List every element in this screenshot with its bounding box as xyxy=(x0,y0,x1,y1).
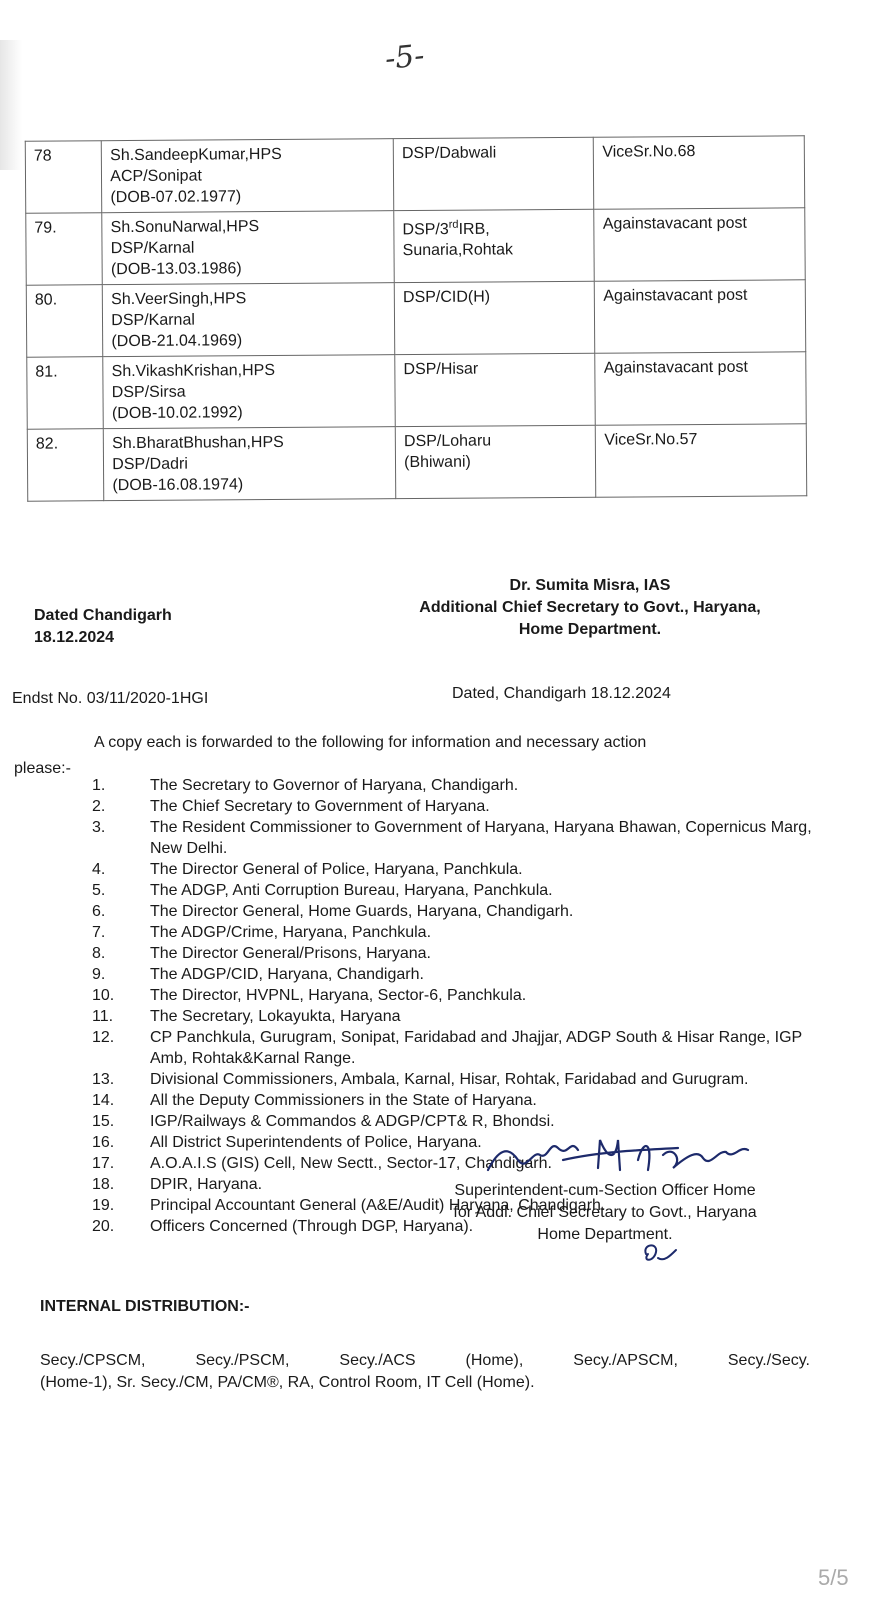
list-item xyxy=(92,901,812,922)
serial-number: 81. xyxy=(27,357,104,430)
list-item xyxy=(92,796,812,817)
list-item-text: All District Superintendents of Police, Haryana. xyxy=(150,1134,482,1151)
list-item-number: 11. xyxy=(92,1008,114,1025)
officer-posting-table xyxy=(25,135,808,501)
list-item-text: The Director General, Home Guards, Haryana, Chandigarh. xyxy=(150,903,574,920)
internal-recipient: (Home), xyxy=(465,1352,524,1369)
remark-cell: Againstavacant post xyxy=(595,352,806,425)
list-item xyxy=(92,817,812,859)
officer-name: Sh.BharatBhushan,HPS xyxy=(112,433,284,453)
officer-current-post: ACP/Sonipat xyxy=(110,167,202,186)
endorsement-number: Endst No. 03/11/2020-1HGI xyxy=(12,690,209,707)
list-item-text: The Secretary, Lokayukta, Haryana xyxy=(150,1008,401,1025)
posting-cell xyxy=(395,353,596,426)
list-item-number: 9. xyxy=(92,966,106,983)
internal-distribution-heading: INTERNAL DISTRIBUTION:- xyxy=(40,1298,250,1315)
officer-dob: (DOB-10.02.1992) xyxy=(111,404,243,423)
internal-recipient: Secy./ACS xyxy=(339,1352,416,1369)
list-item-number: 12. xyxy=(92,1029,115,1046)
list-item-number: 5. xyxy=(92,882,106,899)
posting-line: DSP/Loharu xyxy=(403,432,492,451)
list-item-number: 17. xyxy=(92,1155,115,1172)
list-item-text: A.O.A.I.S (GIS) Cell, New Sectt., Sector-17, Chandigarh. xyxy=(150,1155,552,1172)
signatory-block xyxy=(370,575,810,641)
dated-block xyxy=(34,605,172,649)
list-item xyxy=(92,985,812,1006)
list-item-text: All the Deputy Commissioners in the State of Haryana. xyxy=(150,1092,537,1109)
section-officer-block xyxy=(410,1180,800,1246)
list-item xyxy=(92,880,812,901)
officer-cell xyxy=(102,211,394,285)
officer-name: Sh.VeerSingh,HPS xyxy=(111,290,247,309)
posting-cell xyxy=(394,209,595,282)
officer-name: Sh.SonuNarwal,HPS xyxy=(110,218,260,237)
internal-distribution-list xyxy=(40,1350,810,1394)
internal-recipient: Secy./Secy. xyxy=(727,1352,810,1369)
list-item xyxy=(92,943,812,964)
list-item-text: DPIR, Haryana. xyxy=(150,1176,263,1193)
list-item xyxy=(92,1090,812,1111)
remark-cell: ViceSr.No.68 xyxy=(594,136,805,209)
posting-line: DSP/Hisar xyxy=(403,360,479,379)
internal-distribution-line: (Home-1), Sr. Secy./CM, PA/CM®, RA, Control Room, IT Cell (Home). xyxy=(40,1374,535,1391)
list-item xyxy=(92,1027,812,1069)
list-item-text: The Resident Commissioner to Government of Haryana, Haryana Bhawan, Copernicus Marg, New Delhi. xyxy=(150,819,812,857)
signatory-name: Dr. Sumita Misra, IAS xyxy=(509,577,671,594)
forwarding-note-line: please:- xyxy=(14,760,71,777)
serial-number: 78 xyxy=(25,141,102,214)
handwritten-page-mark: -5- xyxy=(383,38,427,77)
forwarding-note-line: A copy each is forwarded to the following for information and necessary action xyxy=(94,734,647,751)
scan-edge-shadow xyxy=(0,40,22,170)
list-item-number: 4. xyxy=(92,861,106,878)
list-item-number: 8. xyxy=(92,945,106,962)
officer-cell xyxy=(102,139,394,213)
dated-place: Dated Chandigarh xyxy=(34,607,172,624)
posting-line: DSP/CID(H) xyxy=(402,288,491,307)
officer-cell xyxy=(103,355,395,429)
serial-number: 80. xyxy=(26,285,103,358)
table-row xyxy=(26,280,805,357)
posting-cell xyxy=(393,137,594,210)
signatory-designation: Additional Chief Secretary to Govt., Haryana, xyxy=(419,599,761,616)
list-item xyxy=(92,859,812,880)
table-row xyxy=(27,424,806,501)
signatory-department: Home Department. xyxy=(518,621,662,638)
list-item-text: The ADGP, Anti Corruption Bureau, Haryana, Panchkula. xyxy=(150,882,553,899)
officer-name: Sh.VikashKrishan,HPS xyxy=(111,361,276,381)
section-officer-title: Superintendent-cum-Section Officer Home xyxy=(454,1182,756,1199)
list-item-number: 20. xyxy=(92,1218,115,1235)
list-item-text: The ADGP/Crime, Haryana, Panchkula. xyxy=(150,924,432,941)
handwritten-signature xyxy=(478,1130,778,1180)
remark-cell: Againstavacant post xyxy=(594,208,805,281)
list-item xyxy=(92,775,812,796)
list-item-number: 1. xyxy=(92,777,106,794)
endorsement-date: Dated, Chandigarh 18.12.2024 xyxy=(452,685,671,702)
posting-line: DSP/Dabwali xyxy=(401,144,497,163)
list-item-number: 14. xyxy=(92,1092,115,1109)
section-officer-for: for Addl. Chief Secretary to Govt., Haryana xyxy=(453,1204,757,1221)
remark-cell: ViceSr.No.57 xyxy=(596,424,807,497)
list-item xyxy=(92,964,812,985)
officer-dob: (DOB-07.02.1977) xyxy=(110,188,242,207)
posting-line: Sunaria,Rohtak xyxy=(402,241,514,260)
list-item-text: Divisional Commissioners, Ambala, Karnal, Hisar, Rohtak, Faridabad and Gurugram. xyxy=(150,1071,749,1088)
list-item-number: 7. xyxy=(92,924,106,941)
remark-cell: Againstavacant post xyxy=(595,280,806,353)
posting-cell xyxy=(394,281,595,354)
officer-name: Sh.SandeepKumar,HPS xyxy=(110,145,282,165)
list-item-text: The Chief Secretary to Government of Haryana. xyxy=(150,798,490,815)
officer-cell xyxy=(103,283,395,357)
officer-dob: (DOB-16.08.1974) xyxy=(112,476,244,495)
list-item-number: 2. xyxy=(92,798,106,815)
page-number: 5/5 xyxy=(818,1565,849,1590)
serial-number: 79. xyxy=(26,213,103,286)
list-item-text: The Director General of Police, Haryana, Panchkula. xyxy=(150,861,523,878)
section-officer-department: Home Department. xyxy=(537,1226,673,1243)
list-item-text: The Secretary to Governor of Haryana, Chandigarh. xyxy=(150,777,519,794)
table-row xyxy=(25,136,804,213)
list-item-number: 19. xyxy=(92,1197,115,1214)
list-item-text: The Director, HVPNL, Haryana, Sector-6, Panchkula. xyxy=(150,987,527,1004)
list-item-text: Officers Concerned (Through DGP, Haryana). xyxy=(150,1218,474,1235)
list-item-number: 3. xyxy=(92,819,106,836)
posting-line: (Bhiwani) xyxy=(404,453,471,472)
list-item-text: Principal Accountant General (A&E/Audit) Haryana, Chandigarh. xyxy=(150,1197,606,1214)
serial-number: 82. xyxy=(27,429,104,502)
list-item xyxy=(92,1006,812,1027)
list-item-text: CP Panchkula, Gurugram, Sonipat, Faridabad and Jhajjar, ADGP South & Hisar Range, IGP Amb, Rohtak&Karnal Range. xyxy=(150,1029,802,1067)
table-row xyxy=(26,208,805,285)
list-item-text: The ADGP/CID, Haryana, Chandigarh. xyxy=(150,966,424,983)
list-item xyxy=(92,1069,812,1090)
officer-current-post: DSP/Karnal xyxy=(111,311,195,330)
officer-dob: (DOB-13.03.1986) xyxy=(110,260,242,279)
handwritten-initial xyxy=(638,1240,678,1266)
list-item-text: The Director General/Prisons, Haryana. xyxy=(150,945,431,962)
dated-date: 18.12.2024 xyxy=(34,629,115,646)
internal-recipient: Secy./PSCM, xyxy=(195,1352,290,1369)
internal-distribution-row xyxy=(40,1350,810,1372)
posting-line: DSP/3rdIRB, xyxy=(402,218,490,239)
list-item-number: 10. xyxy=(92,987,115,1004)
list-item xyxy=(92,1111,812,1132)
table-row xyxy=(27,352,806,429)
list-item-number: 18. xyxy=(92,1176,115,1193)
officer-dob: (DOB-21.04.1969) xyxy=(111,332,243,351)
list-item-number: 6. xyxy=(92,903,106,920)
list-item-text: IGP/Railways & Commandos & ADGP/CPT& R, Bhondsi. xyxy=(150,1113,555,1130)
list-item-number: 13. xyxy=(92,1071,115,1088)
officer-current-post: DSP/Karnal xyxy=(110,239,195,258)
internal-recipient: Secy./CPSCM, xyxy=(40,1352,146,1369)
internal-recipient: Secy./APSCM, xyxy=(573,1352,678,1369)
list-item-number: 16. xyxy=(92,1134,115,1151)
officer-cell xyxy=(104,427,396,501)
list-item xyxy=(92,922,812,943)
officer-current-post: DSP/Dadri xyxy=(112,455,188,474)
list-item-number: 15. xyxy=(92,1113,115,1130)
posting-cell xyxy=(395,425,596,498)
officer-current-post: DSP/Sirsa xyxy=(111,383,186,402)
